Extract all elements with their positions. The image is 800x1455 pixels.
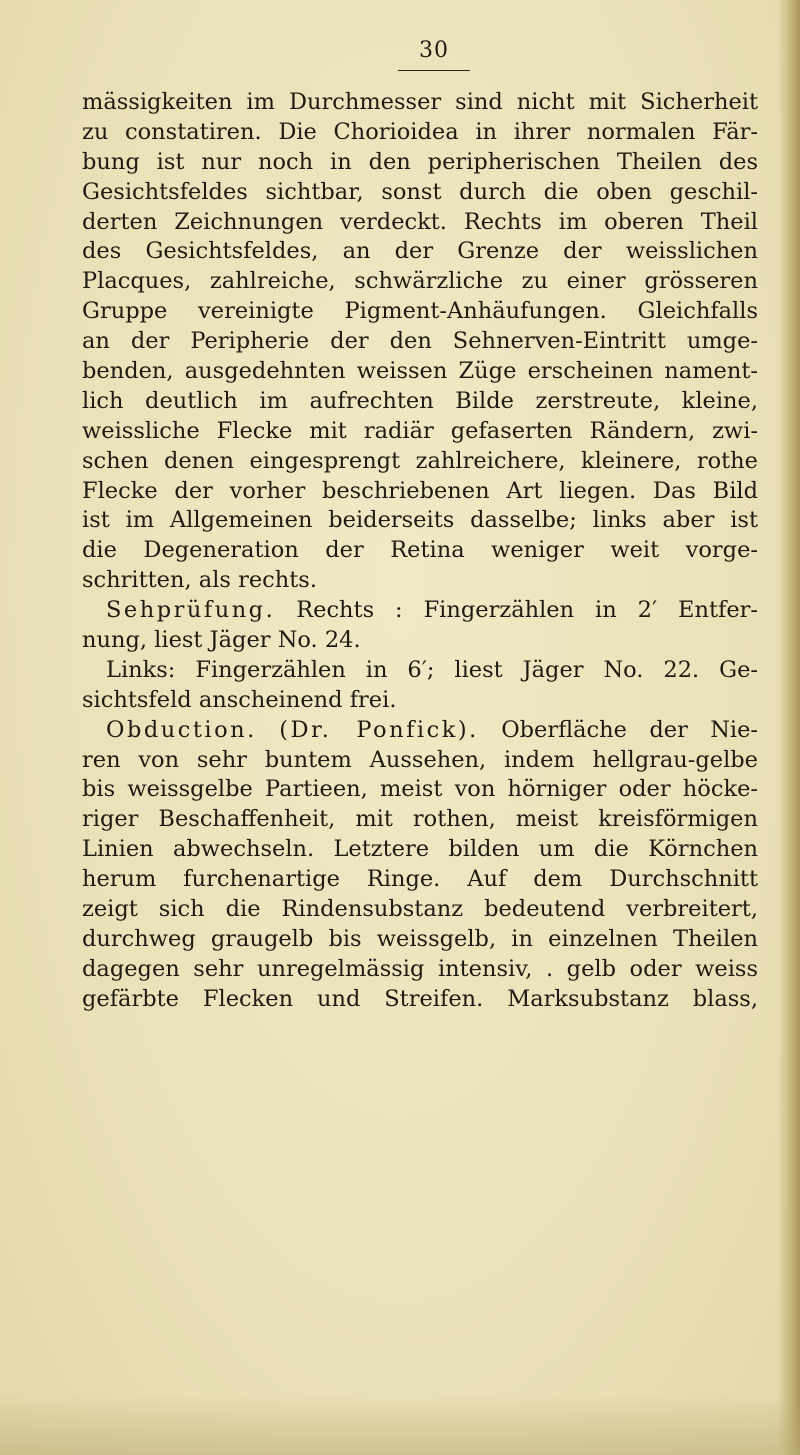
text-line: Linien abwechseln. Letztere bilden um die Körnchen [82,836,758,863]
text-line: schritten, als rechts. [82,567,317,594]
text-line: ist im Allgemeinen beiderseits dasselbe; links aber ist [82,507,758,534]
sehpruefung-heading: Sehprüfung. [106,597,276,624]
text-line: Placques, zahlreiche, schwärzliche zu einer grösseren [82,268,758,295]
text-line: des Gesichtsfeldes, an der Grenze der weisslichen [82,238,758,265]
text-fragment: Entfer- [678,597,758,624]
obduction-line [82,716,758,746]
text-line: lich deutlich im aufrechten Bilde zerstreute, kleine, [82,387,758,414]
text-line: schen denen eingesprengt zahlreichere, kleinere, rothe [82,447,758,474]
text-line: bis weissgelbe Partieen, meist von hörniger oder höcke- [82,776,758,803]
obduction-heading: Obduction. [106,716,257,743]
text-line: derten Zeichnungen verdeckt. Rechts im oberen Theil [82,208,758,235]
text-line: Gruppe vereinigte Pigment-Anhäufungen. Gleichfalls [82,298,758,325]
body-text [82,88,758,1015]
text-line: dagegen sehr unregelmässig intensiv, . gelb oder weiss [82,955,758,982]
text-line: ren von sehr buntem Aussehen, indem hellgrau-gelbe [82,746,758,773]
text-line: nung, liest Jäger No. 24. [82,627,361,654]
text-line: zu constatiren. Die Chorioidea in ihrer normalen Fär- [82,118,758,145]
text-line: Flecke der vorher beschriebenen Art liegen. Das Bild [82,477,758,504]
page-number: 30 [419,38,449,63]
text-fragment: Oberfläche der Nie- [501,716,759,743]
page-edge-shadow [778,0,800,1455]
text-line: bung ist nur noch in den peripherischen Theilen des [82,148,758,175]
text-line: herum furchenartige Ringe. Auf dem Durchschnitt [82,866,758,893]
text-line: mässigkeiten im Durchmesser sind nicht mit Sicherheit [82,89,758,115]
sehpruefung-line [82,596,758,626]
text-line: sichtsfeld anscheinend frei. [82,686,397,713]
text-line: durchweg graugelb bis weissgelb, in einzelnen Theilen [82,925,758,952]
page-bottom-shadow [0,1395,800,1455]
text-line: weissliche Flecke mit radiär gefaserten Rändern, zwi- [82,417,758,444]
text-line: riger Beschaffenheit, mit rothen, meist kreisförmigen [82,806,758,833]
text-line: Links: Fingerzählen in 6′; liest Jäger No. 22. Ge- [106,656,758,683]
text-line: gefärbte Flecken und Streifen. Marksubstanz blass, [82,985,758,1012]
page-number-underline [398,70,470,71]
text-line: an der Peripherie der den Sehnerven-Eintritt umge- [82,328,758,355]
ponfick-name: (Dr. Ponfick). [279,716,479,743]
text-line: Gesichtsfeldes sichtbar, sonst durch die oben geschil- [82,178,758,205]
text-line: die Degeneration der Retina weniger weit vorge- [82,537,758,564]
text-line: benden, ausgedehnten weissen Züge erscheinen nament- [82,358,758,385]
sehpruefung-rechts: Rechts : Fingerzählen in 2′ [296,597,658,624]
text-line: zeigt sich die Rindensubstanz bedeutend verbreitert, [82,896,758,923]
